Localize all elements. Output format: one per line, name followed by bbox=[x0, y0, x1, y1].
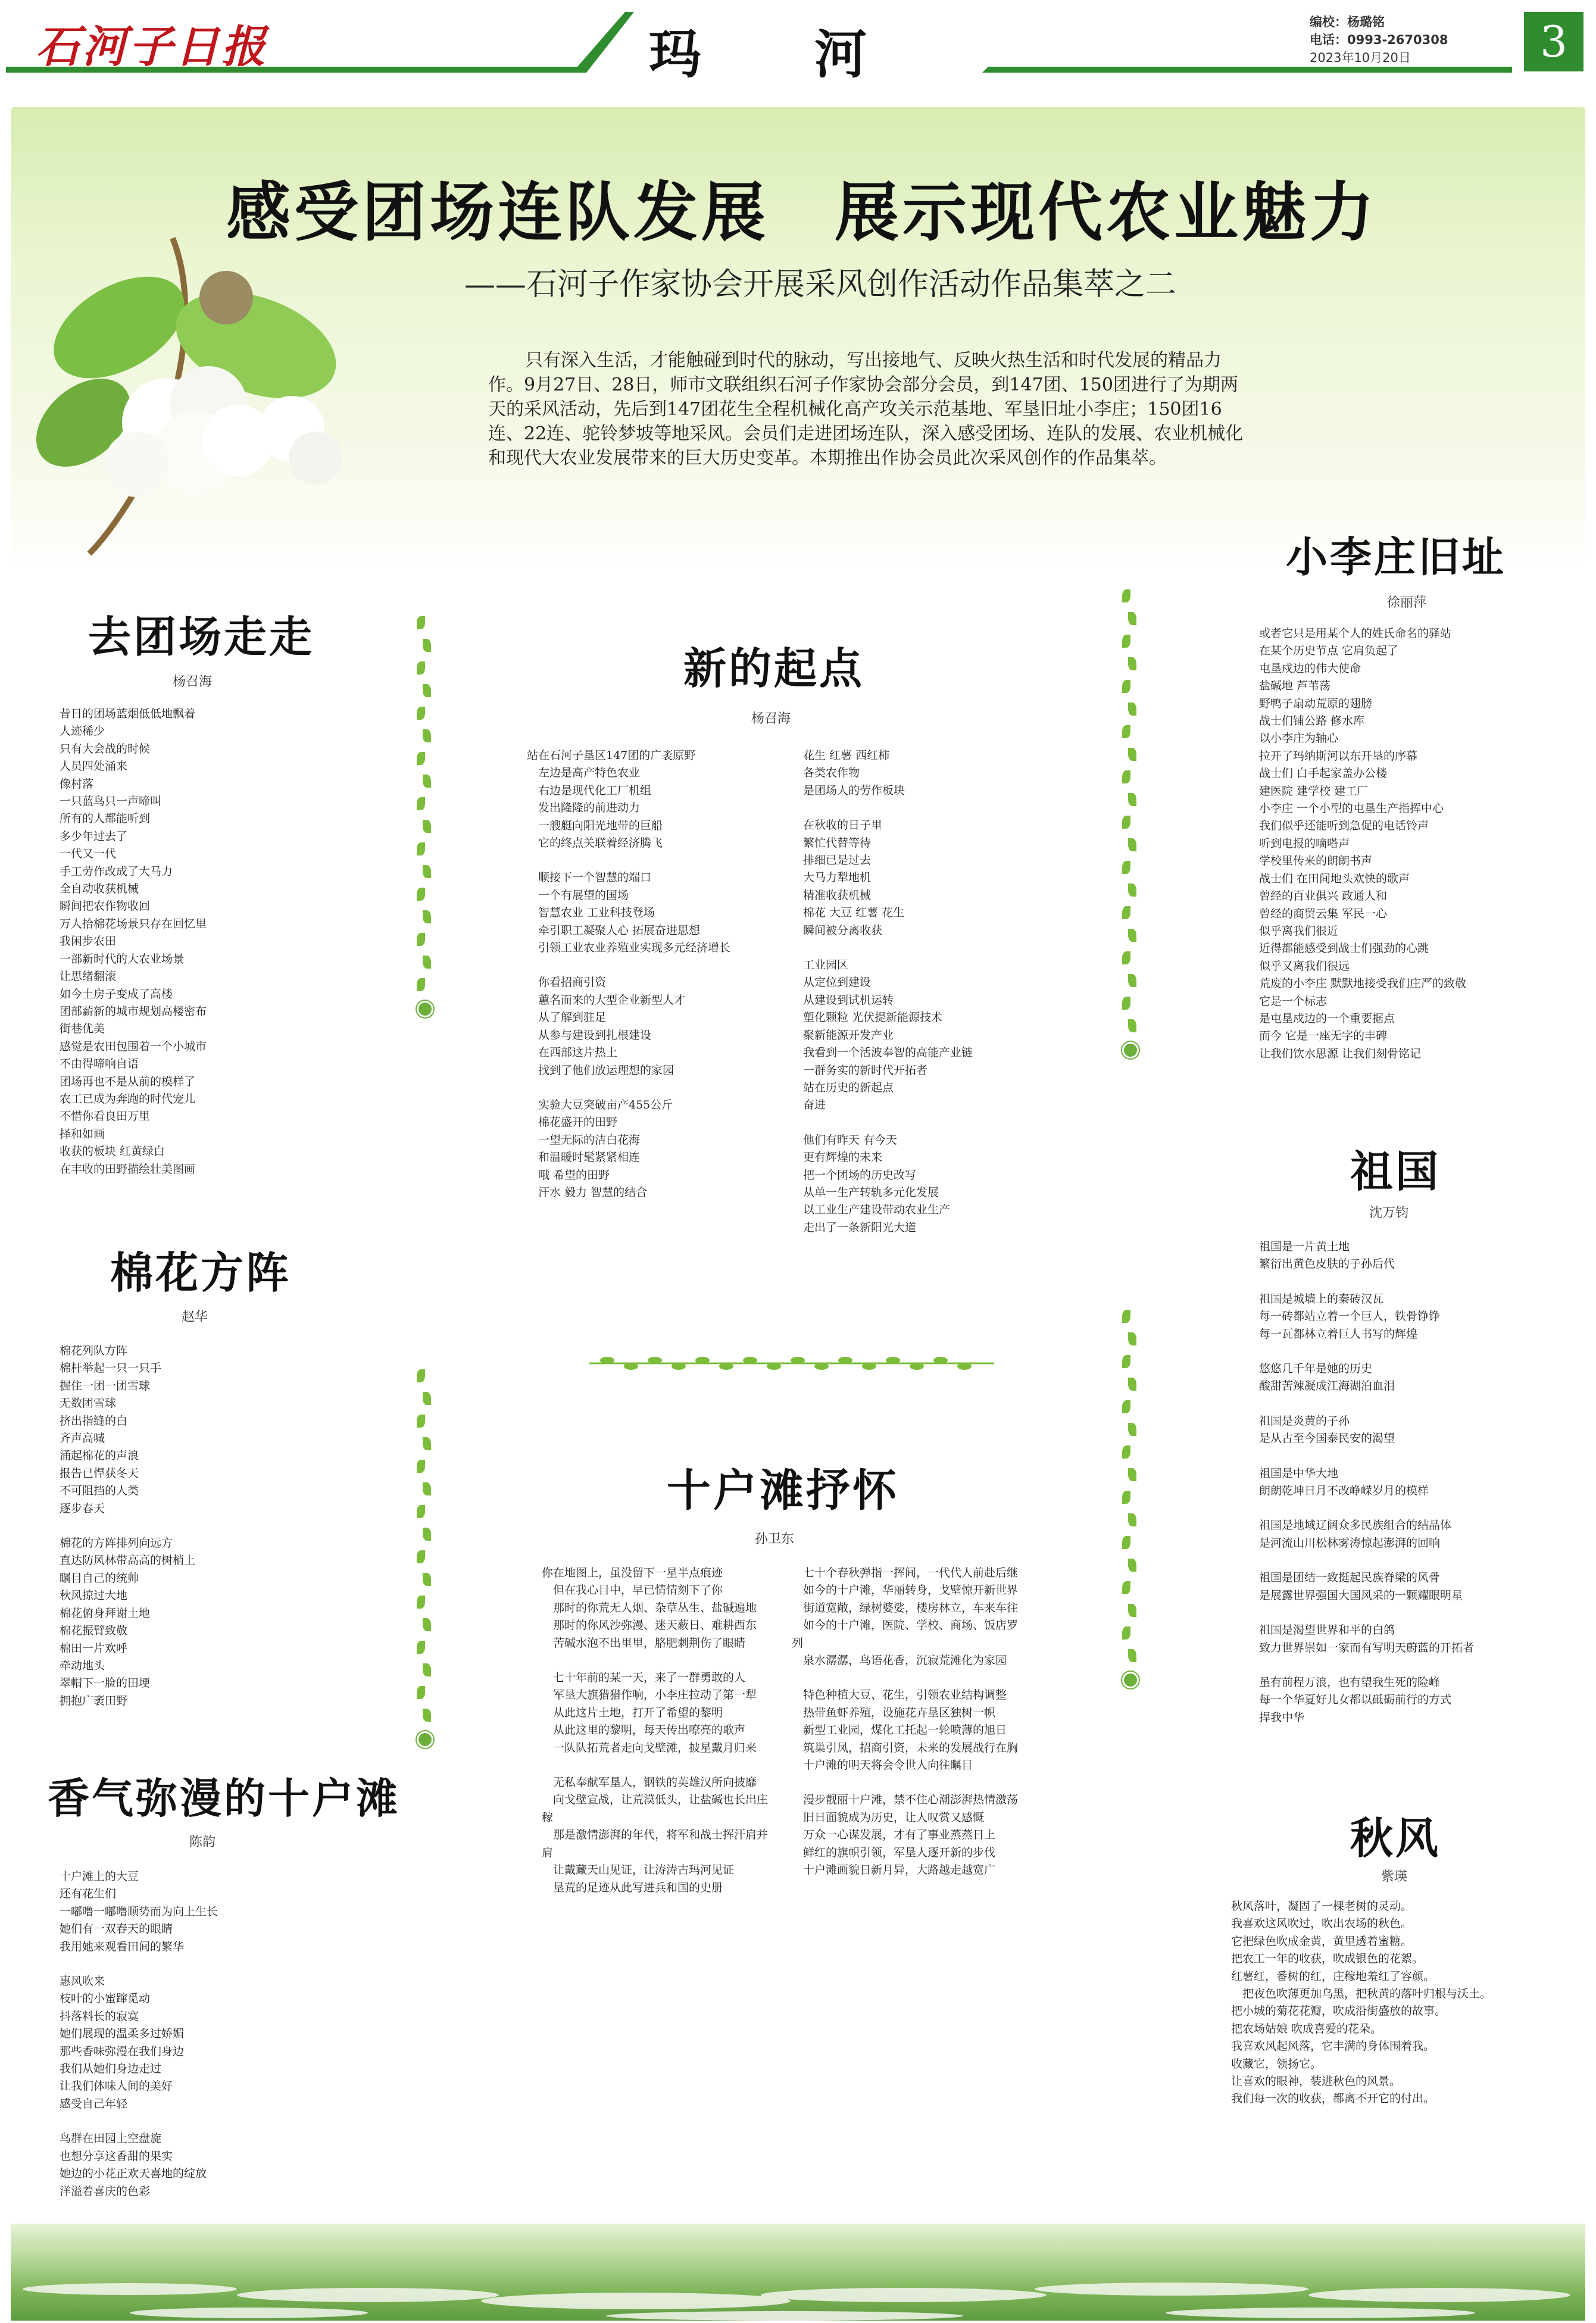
poem-qu-tuanchang bbox=[60, 705, 207, 1178]
poem-line: 祖国是地域辽阔众多民族组合的结晶体 bbox=[1259, 1519, 1452, 1532]
article-author-qu-tuanchang: 杨召海 bbox=[173, 675, 213, 689]
poem-line: 曾经的百业俱兴 政通人和 bbox=[1259, 889, 1388, 903]
text-line: 精准收获机械 bbox=[792, 888, 872, 902]
poem-line: 近得都能感受到战士们强劲的心跳 bbox=[1259, 942, 1429, 956]
poem-line: 牵动地头 bbox=[60, 1659, 105, 1672]
cotton-illustration bbox=[18, 226, 351, 560]
banner-title bbox=[226, 161, 1443, 253]
article-title-qu-tuanchang: 去团场走走 bbox=[88, 612, 315, 662]
text-line: 苦碱水泡不出里里，胳肥刺荆伤了眼睛 bbox=[542, 1636, 746, 1650]
poem-line: 似乎离我们很近 bbox=[1259, 924, 1339, 938]
poem-line: 收获的板块 红黄绿白 bbox=[60, 1145, 165, 1159]
poem-line: 棉花俯身拜谢土地 bbox=[60, 1606, 151, 1620]
poem-line: 十户滩上的大豆 bbox=[60, 1870, 139, 1883]
text-line: 七十个春秋弹指一挥间，一代代人前赴后继 bbox=[792, 1566, 1019, 1579]
text-line: 把小城的菊花花瓣，吹成沿街盛放的故事。 bbox=[1231, 2004, 1447, 2018]
poem-xiangqi bbox=[60, 1868, 218, 2200]
poem-line: 我们从她们身边走过 bbox=[60, 2062, 162, 2076]
text-line: 那时的你风沙弥漫、迷天蔽日、难耕西东 bbox=[542, 1619, 757, 1632]
poem-line: 感觉是农田包围着一个小城市 bbox=[60, 1039, 207, 1053]
text-line: 把夜色吹薄更加乌黑，把秋黄的落叶归根与沃土。 bbox=[1231, 1987, 1492, 2001]
poem-line: 听到电报的嘀嗒声 bbox=[1259, 836, 1350, 850]
poem-line: 在某个历史节点 它肩负起了 bbox=[1259, 644, 1399, 658]
text-line: 棉花 大豆 红薯 花生 bbox=[792, 906, 905, 920]
text-line: 一望无际的洁白花海 bbox=[527, 1133, 641, 1147]
poem-line: 一部新时代的大农业场景 bbox=[60, 952, 185, 966]
poem-line: 是屯垦戍边的一个重要据点 bbox=[1259, 1011, 1395, 1025]
poem-line: 一代又一代 bbox=[60, 847, 117, 861]
banner-subtitle: ——石河子作家协会开展采风创作活动作品集萃之二 bbox=[464, 267, 1177, 302]
poem-line: 她边的小花正欢天喜地的绽放 bbox=[60, 2167, 207, 2181]
text-line: 那是激情澎湃的年代，将军和战士挥汗肩并肩 bbox=[542, 1828, 769, 1859]
text-line: 塑化颗粒 光伏提新能源技术 bbox=[792, 1011, 943, 1025]
text-line: 我看到一个活波奉智的高能产业链 bbox=[792, 1046, 973, 1060]
text-line: 从定位到建设 bbox=[792, 976, 872, 989]
text-line: 向戈壁宣战，让荒漠低头，让盐碱也长出庄稼 bbox=[542, 1793, 769, 1824]
article-title-xin-qidian: 新的起点 bbox=[683, 644, 865, 694]
banner-title-part1: 感受团场连队发展 bbox=[226, 176, 770, 250]
text-line: 实验大豆突破亩产455公斤 bbox=[527, 1098, 673, 1111]
poem-line: 也想分享这香甜的果实 bbox=[60, 2149, 173, 2163]
text-line: 筑巢引凤，招商引资，未来的发展战行在胸 bbox=[792, 1741, 1019, 1754]
text-line: 鲜红的旗帜引领，军垦人逐开新的步伐 bbox=[792, 1846, 996, 1859]
article-title-xiangqi: 香气弥漫的十户滩 bbox=[48, 1774, 400, 1823]
poem-line: 祖国是城墙上的秦砖汉瓦 bbox=[1259, 1292, 1384, 1306]
text-line: 如今的十户滩，医院、学校、商场、饭店罗列 bbox=[792, 1619, 1019, 1650]
poem-line: 学校里传来的朗朗书声 bbox=[1259, 854, 1373, 868]
text-line: 垦荒的足迹从此写进兵和国的史册 bbox=[542, 1881, 723, 1894]
text-line bbox=[792, 1774, 1018, 1791]
poem-line bbox=[1259, 1552, 1474, 1569]
poem-line: 繁衍出黄色皮肤的子孙后代 bbox=[1259, 1257, 1395, 1271]
text-line: 旧日面貌成为历史，让人叹赏又感慨 bbox=[792, 1810, 985, 1824]
poem-line: 祖国是中华大地 bbox=[1259, 1466, 1339, 1480]
poem-line: 一嘟噜一嘟噜顺势而为向上生长 bbox=[60, 1904, 218, 1918]
text-line: 大马力犁地机 bbox=[792, 871, 872, 885]
edition-name: 玛河 bbox=[649, 24, 980, 85]
poem-line: 齐声高喊 bbox=[60, 1432, 105, 1445]
poem-line bbox=[1259, 1448, 1474, 1465]
poem-line: 曾经的商贸云集 军民一心 bbox=[1259, 907, 1388, 920]
text-line: 哦 希望的田野 bbox=[527, 1168, 610, 1182]
poem-line: 在丰收的田野描绘壮美图画 bbox=[60, 1162, 196, 1176]
poem-line: 盐碱地 芦苇荡 bbox=[1259, 679, 1331, 693]
poem-line: 捍我中华 bbox=[1259, 1710, 1305, 1724]
poem-line: 战士们 在田间地头欢快的歌声 bbox=[1259, 872, 1410, 885]
text-line: 你看招商引资 bbox=[527, 976, 607, 989]
poem-line: 让我们饮水思源 让我们刻骨铭记 bbox=[1259, 1047, 1422, 1060]
text-line: 秋风落叶，凝固了一棵老树的灵动。 bbox=[1231, 1900, 1413, 1913]
poem-line: 荒废的小李庄 默默地接受我们庄严的致敬 bbox=[1259, 977, 1467, 991]
poem-line: 还有花生们 bbox=[60, 1887, 117, 1901]
poem-line: 涌起棉花的声浪 bbox=[60, 1449, 139, 1463]
text-line: 排细已是过去 bbox=[792, 854, 872, 867]
text-line: 他们有昨天 有今天 bbox=[792, 1133, 898, 1147]
text-line: 顺接下一个智慧的端口 bbox=[527, 871, 652, 885]
text-line: 万众一心谋发展，才有了事业蒸蒸日上 bbox=[792, 1828, 996, 1842]
poem-line: 惠风吹来 bbox=[60, 1975, 105, 1988]
poem-line: 那些香味弥漫在我们身边 bbox=[60, 2044, 185, 2058]
article-author-zuguo: 沈万钧 bbox=[1369, 1206, 1409, 1220]
poem-line: 抖落料长的寂寞 bbox=[60, 2009, 139, 2023]
text-line: 从建设到试机运转 bbox=[792, 993, 894, 1007]
poem-line: 虽有前程万浪，也有望我生死的险峰 bbox=[1259, 1675, 1441, 1689]
poem-line: 祖国是渴望世界和平的白鸽 bbox=[1259, 1623, 1395, 1637]
poem-line: 战士们铺公路 修水库 bbox=[1259, 714, 1365, 728]
poem-line bbox=[1259, 1343, 1474, 1360]
poem-line: 致力世界崇如一家而有写明天蔚蓝的开拓者 bbox=[1259, 1641, 1475, 1654]
poem-line: 枝叶的小蜜蹿觅动 bbox=[60, 1992, 151, 2006]
text-line: 蕙名而来的大型企业新型人才 bbox=[527, 993, 686, 1007]
text-line: 从了解到驻足 bbox=[527, 1011, 607, 1025]
text-line: 我喜欢风起风落，它丰满的身体围着我。 bbox=[1231, 2040, 1435, 2053]
poem-line: 我闲步农田 bbox=[60, 935, 117, 948]
poem-line: 或者它只是用某个人的姓氏命名的驿站 bbox=[1259, 627, 1452, 640]
article-author-xiaolizhuang: 徐丽萍 bbox=[1387, 595, 1427, 610]
text-line: 工业园区 bbox=[792, 958, 849, 972]
poem-line: 棉花列队方阵 bbox=[60, 1344, 128, 1357]
text-line: 站在石河子垦区147团的广袤原野 bbox=[527, 749, 696, 762]
poem-line: 是河流山川松林雾涛惊起澎湃的回响 bbox=[1259, 1536, 1441, 1550]
vine-divider-left-lower bbox=[417, 1369, 431, 1786]
text-line: 把农场姑娘 吹成喜爱的花朵。 bbox=[1231, 2022, 1382, 2035]
poem-line: 祖国是团结一致挺起民族脊梁的风骨 bbox=[1259, 1571, 1441, 1585]
text-line: 和温暖时髦紧紧相连 bbox=[527, 1151, 641, 1164]
poem-line: 屯垦戍边的伟大使命 bbox=[1259, 661, 1361, 675]
poem-line: 只有大会战的时候 bbox=[60, 742, 151, 755]
text-line: 把一个团场的历史改写 bbox=[792, 1168, 917, 1182]
poem-line: 逐步春天 bbox=[60, 1501, 105, 1515]
poem-line: 团场再也不是从前的模样了 bbox=[60, 1075, 196, 1088]
text-line: 瞬间被分离收获 bbox=[792, 923, 883, 937]
poem-line bbox=[1259, 1500, 1474, 1517]
poem-line: 每一个华夏好儿女都以砥砺前行的方式 bbox=[1259, 1693, 1452, 1707]
text-line: 引领工业农业养殖业实现多元经济增长 bbox=[527, 941, 731, 955]
text-line: 街道宽敞，绿树婆娑，楼房林立，车来车往 bbox=[792, 1601, 1019, 1615]
cotton-field-photo bbox=[11, 2224, 1585, 2321]
poem-line: 所有的人都能听到 bbox=[60, 812, 151, 826]
text-line: 走出了一条新阳光大道 bbox=[792, 1220, 917, 1234]
poem-xiaolizhuang bbox=[1259, 625, 1466, 1063]
text-line: 让戴藏天山见证，让涛涛古玛河见证 bbox=[542, 1863, 735, 1877]
text-line: 把农工一年的收获，吹成银色的花絮。 bbox=[1231, 1952, 1424, 1966]
poem-line: 像村落 bbox=[60, 777, 94, 791]
poem-line: 让思绪翻滚 bbox=[60, 970, 117, 983]
text-line: 收藏它，领扬它。 bbox=[1231, 2057, 1322, 2071]
poem-line: 棉花振臂致敬 bbox=[60, 1624, 128, 1638]
poem-line: 不可阻挡的人类 bbox=[60, 1484, 139, 1498]
poem-line: 祖国是炎黄的子孙 bbox=[1259, 1414, 1350, 1428]
page-number: 3 bbox=[1524, 12, 1583, 71]
text-line: 聚新能源开发产业 bbox=[792, 1028, 894, 1042]
text-line: 一个有展望的国场 bbox=[527, 888, 629, 902]
poem-line bbox=[60, 1956, 218, 1973]
text-line: 如今的十户滩，华丽转身，戈壁惊开新世界 bbox=[792, 1584, 1019, 1597]
poem-line: 建医院 建学校 建工厂 bbox=[1259, 784, 1369, 798]
text-line: 奋进 bbox=[792, 1098, 826, 1112]
xin-qidian-col2 bbox=[792, 747, 1042, 1237]
poem-line: 秋风掠过大地 bbox=[60, 1589, 128, 1603]
poem-line: 瞩目自己的统帅 bbox=[60, 1571, 139, 1585]
banner-title-part2: 展示现代农业魅力 bbox=[835, 176, 1378, 250]
poem-line: 握住一团一团雪球 bbox=[60, 1379, 151, 1392]
text-line: 你在地图上，虽没留下一星半点痕迹 bbox=[542, 1566, 723, 1579]
poem-line: 野鸭子扇动荒原的翅膀 bbox=[1259, 697, 1373, 710]
vine-divider-left bbox=[417, 616, 431, 1033]
vine-divider-right bbox=[1122, 589, 1136, 1066]
poem-line: 是展露世界强国大国风采的一颗耀眼明星 bbox=[1259, 1588, 1463, 1602]
text-line: 一队队拓荒者走向戈壁滩，披星戴月归来 bbox=[542, 1741, 757, 1754]
text-line bbox=[527, 852, 771, 869]
text-line: 它把绿色吹成金黄，黄里透着蜜糖。 bbox=[1231, 1934, 1413, 1948]
poem-line bbox=[1259, 1657, 1474, 1674]
text-line: 棉花盛开的田野 bbox=[527, 1116, 618, 1129]
poem-line: 如今土房子变成了高楼 bbox=[60, 987, 173, 1001]
text-line: 一艘艇向阳光地带的巨船 bbox=[527, 819, 663, 832]
poem-line: 我用她来观看田间的繁华 bbox=[60, 1940, 185, 1953]
text-line: 从此这片土地，打开了希望的黎明 bbox=[542, 1706, 723, 1719]
text-line bbox=[792, 1669, 1018, 1687]
poem-line: 似乎又离我们很远 bbox=[1259, 959, 1350, 973]
article-author-xiangqi: 陈韵 bbox=[189, 1835, 216, 1850]
poem-line: 感受自己年轻 bbox=[60, 2097, 128, 2110]
article-author-mianhua: 赵华 bbox=[182, 1310, 208, 1325]
text-line: 让喜欢的眼神，装进秋色的风景。 bbox=[1231, 2075, 1401, 2088]
text-line: 从参与建设到扎根建设 bbox=[527, 1028, 652, 1042]
text-line: 一群务实的新时代开拓者 bbox=[792, 1063, 928, 1077]
text-line bbox=[527, 957, 771, 974]
poem-line: 她们有一双春天的眼睛 bbox=[60, 1922, 173, 1936]
poem-line bbox=[60, 2113, 218, 2130]
text-line: 在西部这片热土 bbox=[527, 1046, 618, 1060]
text-line: 花生 红薯 西红柿 bbox=[792, 749, 890, 762]
poem-line: 不惜你看良田万里 bbox=[60, 1110, 151, 1123]
poem-line: 多少年过去了 bbox=[60, 829, 128, 843]
poem-line: 不由得啼响自语 bbox=[60, 1057, 139, 1071]
text-line: 特色种植大豆、花生，引领农业结构调整 bbox=[792, 1688, 1007, 1702]
article-author-shihutan: 孙卫东 bbox=[755, 1532, 795, 1547]
banner-intro: 只有深入生活，才能触碰到时代的脉动，写出接地气、反映火热生活和时代发展的精品力作。9月27日、28日，师市文联组织石河子作家协会部分会员，到147团、150团进行了为期两天的采风活动，先后到147团花生全程机械化高产攻关示范基地、军垦旧址小李庄；150团16连、22连、驼铃梦坡等地采风。会员们走进团场连队，深入感受团场、连队的发展、农业机械化和现代大农业发展带来的巨大历史变革。本期推出作协会员此次采风创作的作品集萃。 bbox=[488, 350, 1244, 469]
text-line bbox=[792, 939, 1042, 957]
poem-line: 悠悠几千年是她的历史 bbox=[1259, 1362, 1373, 1376]
poem-line: 小李庄 一个小型的屯垦生产指挥中心 bbox=[1259, 802, 1444, 816]
poem-line: 让我们体味人间的美好 bbox=[60, 2080, 173, 2093]
poem-line bbox=[1259, 1273, 1474, 1291]
poem-line: 挤出指缝的白 bbox=[60, 1414, 128, 1428]
masthead bbox=[0, 0, 1596, 83]
text-line: 新型工业园，煤化工托起一轮喷薄的旭日 bbox=[792, 1723, 1007, 1737]
poem-line: 战士们 白手起家盖办公楼 bbox=[1259, 767, 1388, 780]
poem-line: 而今 它是一座无字的丰碑 bbox=[1259, 1029, 1388, 1043]
poem-mianhua bbox=[60, 1342, 195, 1710]
poem-line: 直达防风林带高高的树梢上 bbox=[60, 1554, 196, 1568]
text-line: 十户滩画貌日新月异，大路越走越宽广 bbox=[792, 1863, 996, 1877]
text-line: 十户滩的明天将会令世人向往瞩目 bbox=[792, 1759, 973, 1772]
text-line: 站在历史的新起点 bbox=[792, 1081, 894, 1094]
text-line: 漫步靓丽十户滩，禁不住心潮澎湃热情激荡 bbox=[792, 1793, 1019, 1807]
text-line: 汗水 毅力 智慧的结合 bbox=[527, 1185, 648, 1199]
text-line: 军垦大旗猎猎作响，小李庄拉动了第一犁 bbox=[542, 1688, 757, 1702]
text-line: 红薯红，番树的红，庄稼地羞红了容颜。 bbox=[1231, 1969, 1435, 1983]
poem-line: 酸甜苦辣凝成江海湖泊血泪 bbox=[1259, 1379, 1395, 1393]
poem-line: 我们似乎还能听到急促的电话铃声 bbox=[1259, 819, 1429, 833]
text-line bbox=[542, 1757, 768, 1774]
text-line: 我喜欢这风吹过，吹出农场的秋色。 bbox=[1231, 1917, 1413, 1931]
poem-line: 瞬间把农作物收回 bbox=[60, 900, 151, 913]
field-rows bbox=[11, 2224, 1585, 2321]
poem-line: 昔日的团场蓝烟低低地飘着 bbox=[60, 707, 196, 720]
poem-line: 报告已悍获冬天 bbox=[60, 1466, 139, 1480]
text-line: 热带鱼虾养殖，设施花卉垦区独树一帜 bbox=[792, 1706, 996, 1719]
text-line bbox=[792, 1114, 1042, 1132]
text-line: 智慧农业 工业科技登场 bbox=[527, 906, 655, 920]
article-title-mianhua: 棉花方阵 bbox=[110, 1248, 292, 1298]
vine-divider-right-lower bbox=[1122, 1310, 1136, 1726]
text-line bbox=[527, 1079, 771, 1097]
poem-line: 祖国是一片黄土地 bbox=[1259, 1240, 1350, 1253]
text-line: 是团场人的劳作板块 bbox=[792, 783, 905, 797]
qiufeng-body bbox=[1231, 1898, 1564, 2108]
text-line bbox=[542, 1652, 768, 1669]
vine-divider-horizontal bbox=[589, 1354, 994, 1372]
poem-line: 棉田一片欢呼 bbox=[60, 1641, 128, 1655]
text-line: 右边是现代化工厂机组 bbox=[527, 783, 652, 797]
text-line: 那时的你荒无人烟、杂草丛生、盐碱遍地 bbox=[542, 1601, 757, 1615]
text-line: 在秋收的日子里 bbox=[792, 819, 883, 832]
text-line: 找到了他们放运理想的家园 bbox=[527, 1063, 674, 1077]
poem-line: 拥抱广袤田野 bbox=[60, 1694, 128, 1707]
poem-line: 人迹稀少 bbox=[60, 725, 105, 738]
text-line: 发出隆隆的前进动力 bbox=[527, 801, 641, 815]
poem-line: 街巷优美 bbox=[60, 1022, 105, 1036]
editor-label: 编校：杨璐铭 bbox=[1310, 15, 1385, 29]
poem-line: 洋溢着喜庆的色彩 bbox=[60, 2184, 151, 2198]
poem-line: 全自动收获机械 bbox=[60, 882, 139, 896]
text-line: 我们每一次的收获，都离不开它的付出。 bbox=[1231, 2092, 1435, 2106]
shihutan-col2 bbox=[792, 1565, 1018, 1879]
text-line: 左边是高产特色农业 bbox=[527, 766, 641, 780]
poem-line: 择和如画 bbox=[60, 1127, 105, 1141]
article-author-xin-qidian: 杨召海 bbox=[751, 711, 791, 726]
poem-line bbox=[60, 1518, 195, 1535]
text-line: 各类农作物 bbox=[792, 766, 860, 780]
poem-line: 每一瓦都林立着巨人书写的辉煌 bbox=[1259, 1327, 1418, 1341]
poem-line: 每一砖都站立着一个巨人，铁骨铮铮 bbox=[1259, 1310, 1441, 1323]
article-title-shihutan: 十户滩抒怀 bbox=[667, 1465, 899, 1516]
phone-label: 电话：0993-2670308 bbox=[1310, 33, 1448, 47]
text-line bbox=[792, 800, 1042, 817]
poem-line: 是从古至今国泰民安的渴望 bbox=[1259, 1432, 1395, 1445]
text-line: 更有辉煌的未来 bbox=[792, 1151, 883, 1164]
poem-line: 它是一个标志 bbox=[1259, 994, 1328, 1008]
masthead-meta bbox=[1310, 13, 1448, 67]
text-line: 它的终点关联着经济腾飞 bbox=[527, 836, 663, 850]
poem-line: 鸟群在田园上空盘旋 bbox=[60, 2132, 162, 2146]
poem-line: 她们展现的温柔多过娇媚 bbox=[60, 2027, 185, 2041]
article-title-qiufeng: 秋风 bbox=[1350, 1813, 1441, 1863]
poem-line: 万人拾棉花场景只存在回忆里 bbox=[60, 917, 207, 931]
text-line: 从单一生产转轨多元化发展 bbox=[792, 1185, 939, 1199]
article-title-xiaolizhuang: 小李庄旧址 bbox=[1286, 533, 1506, 582]
poem-line: 人员四处涌来 bbox=[60, 760, 128, 773]
text-line: 泉水潺潺，鸟语花香，沉寂荒滩化为家园 bbox=[792, 1654, 1007, 1668]
shihutan-col1 bbox=[542, 1565, 768, 1897]
article-title-zuguo: 祖国 bbox=[1350, 1147, 1441, 1197]
article-author-qiufeng: 紫瑛 bbox=[1381, 1869, 1408, 1884]
poem-line bbox=[1259, 1604, 1474, 1622]
poem-line: 一只蓝鸟只一声啼叫 bbox=[60, 795, 162, 808]
poem-line: 团部薪新的城市规划高楼密布 bbox=[60, 1004, 207, 1018]
poem-line: 棉花的方阵排列向远方 bbox=[60, 1537, 173, 1550]
date-label: 2023年10月20日 bbox=[1310, 51, 1411, 65]
poem-line: 无数团雪球 bbox=[60, 1397, 117, 1410]
poem-zuguo bbox=[1259, 1238, 1474, 1726]
text-line: 但在我心目中，早已情情刻下了你 bbox=[542, 1584, 723, 1597]
poem-line: 以小李庄为轴心 bbox=[1259, 732, 1339, 745]
poem-line: 朗朗乾坤日月不改峥嵘岁月的模样 bbox=[1259, 1484, 1429, 1498]
xin-qidian-col1 bbox=[527, 747, 771, 1201]
text-line: 无私奉献军垦人，钢铁的英雄汉所向披靡 bbox=[542, 1776, 757, 1790]
poem-line: 翠帽下一脸的田埂 bbox=[60, 1676, 151, 1690]
poem-line: 手工劳作改成了大马力 bbox=[60, 864, 173, 878]
text-line: 从此这里的黎明，每天传出嘹亮的歌声 bbox=[542, 1723, 746, 1737]
poem-line bbox=[1259, 1395, 1474, 1413]
text-line: 七十年前的某一天，来了一群勇敢的人 bbox=[542, 1671, 746, 1685]
paper-logo: 石河子日报 bbox=[36, 21, 268, 73]
poem-line: 农工已成为奔跑的时代宠儿 bbox=[60, 1092, 196, 1106]
poem-line: 拉开了玛纳斯河以东开垦的序幕 bbox=[1259, 749, 1418, 763]
poem-line: 棉杆举起一只一只手 bbox=[60, 1362, 162, 1375]
text-line: 以工业生产建设带动农业生产 bbox=[792, 1203, 951, 1217]
text-line: 牵引职工凝聚人心 拓展奋进思想 bbox=[527, 923, 701, 937]
text-line: 繁忙代替等待 bbox=[792, 836, 872, 850]
